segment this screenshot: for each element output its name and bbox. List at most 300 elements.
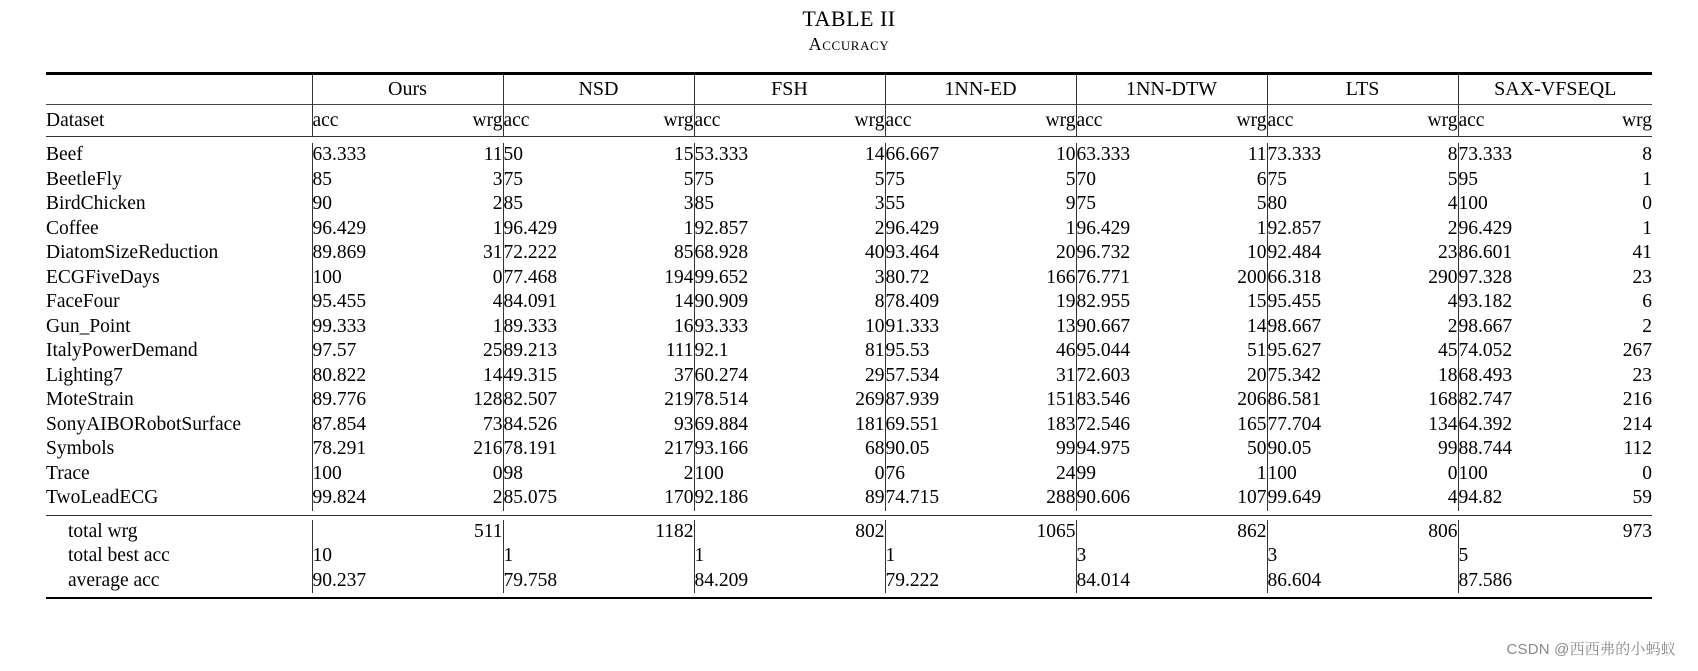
cell-ours-acc: 80.822	[312, 364, 410, 389]
cell-nsd-acc: 84.526	[503, 413, 601, 438]
table-caption-subtitle: Accuracy	[808, 34, 890, 54]
column-header-1nn-dtw-acc: acc	[1076, 105, 1174, 137]
cell-nsd-wrg: 111	[665, 340, 694, 361]
table-row	[46, 462, 1652, 487]
cell-1nn-ed-wrg: 1	[1065, 217, 1076, 239]
cell-fsh-acc: 69.884	[694, 413, 792, 438]
cell-ours-wrg: 1	[492, 217, 503, 239]
cell-ours-wrg: 1	[492, 315, 503, 337]
dataset-name: TwoLeadECG	[46, 487, 159, 508]
cell-1nn-dtw-acc: 99	[1076, 462, 1174, 487]
cell-ours-acc: 89.776	[312, 388, 410, 413]
cell-sax-vfseql-acc: 100	[1458, 462, 1556, 487]
summary-spacer-1nn-dtw	[1174, 544, 1267, 569]
cell-nsd-acc: 50	[503, 143, 601, 168]
cell-1nn-dtw-acc: 70	[1076, 168, 1174, 193]
dataset-name: SonyAIBORobotSurface	[46, 413, 241, 435]
summary-spacer-fsh	[792, 544, 885, 569]
cell-lts-wrg: 4	[1447, 291, 1458, 312]
cell-1nn-dtw-wrg: 107	[1237, 487, 1267, 508]
cell-1nn-ed-acc: 95.53	[885, 339, 983, 364]
cell-lts-acc: 73.333	[1267, 143, 1365, 168]
cell-fsh-wrg: 40	[865, 242, 885, 263]
watermark-label: CSDN @西西弗的小蚂蚁	[1506, 641, 1676, 658]
cell-lts-wrg: 23	[1438, 242, 1458, 263]
cell-fsh-acc: 75	[694, 168, 792, 193]
column-header-ours-acc: acc	[312, 105, 410, 137]
cell-lts-acc: 80	[1267, 192, 1365, 217]
cell-1nn-ed-wrg: 46	[1056, 340, 1076, 361]
column-header-1nn-dtw-wrg: wrg	[1236, 110, 1267, 131]
table-row	[46, 315, 1652, 340]
cell-ours-wrg: 31	[483, 242, 503, 263]
dataset-name: Coffee	[46, 217, 99, 239]
cell-nsd-wrg: 93	[674, 413, 694, 435]
cell-1nn-dtw-acc: 90.667	[1076, 315, 1174, 340]
cell-nsd-wrg: 2	[683, 462, 694, 484]
cell-sax-vfseql-acc: 97.328	[1458, 266, 1556, 291]
cell-sax-vfseql-acc: 68.493	[1458, 364, 1556, 389]
cell-lts-acc: 75.342	[1267, 364, 1365, 389]
cell-fsh-wrg: 89	[865, 487, 885, 508]
table-rule-cell	[46, 598, 1652, 599]
cell-fsh-wrg: 181	[855, 413, 885, 435]
summary-spacer-1nn-ed	[885, 520, 983, 545]
cell-ours-wrg: 2	[492, 487, 503, 508]
method-group-header-fsh: FSH	[694, 75, 885, 105]
cell-1nn-ed-wrg: 24	[1056, 462, 1076, 484]
cell-1nn-dtw-acc: 90.606	[1076, 486, 1174, 511]
dataset-name: ECGFiveDays	[46, 266, 160, 288]
summary-value-1nn-ed: 79.222	[885, 569, 983, 594]
cell-1nn-ed-wrg: 13	[1056, 315, 1076, 337]
accuracy-table-body	[46, 74, 1652, 600]
cell-lts-wrg: 0	[1447, 462, 1458, 484]
cell-1nn-ed-wrg: 31	[1056, 364, 1076, 386]
cell-sax-vfseql-acc: 95	[1458, 168, 1556, 193]
cell-ours-wrg: 128	[473, 389, 503, 410]
cell-1nn-dtw-acc: 72.546	[1076, 413, 1174, 438]
cell-nsd-wrg: 15	[674, 144, 694, 165]
cell-1nn-dtw-wrg: 51	[1247, 340, 1267, 361]
accuracy-table-wrap	[46, 72, 1652, 599]
cell-fsh-acc: 100	[694, 462, 792, 487]
cell-nsd-wrg: 3	[683, 193, 694, 214]
dataset-name: BirdChicken	[46, 193, 146, 214]
summary-value-ours: 511	[473, 520, 503, 542]
cell-nsd-acc: 89.333	[503, 315, 601, 340]
dataset-name: Beef	[46, 144, 83, 165]
cell-ours-acc: 100	[312, 462, 410, 487]
cell-lts-acc: 100	[1267, 462, 1365, 487]
cell-fsh-wrg: 8	[874, 291, 885, 312]
table-row	[46, 290, 1652, 315]
method-group-header-lts: LTS	[1267, 75, 1458, 105]
cell-1nn-dtw-wrg: 1	[1256, 217, 1267, 239]
summary-value-ours: 90.237	[312, 569, 410, 594]
cell-fsh-wrg: 29	[865, 364, 885, 386]
cell-nsd-acc: 98	[503, 462, 601, 487]
cell-ours-acc: 78.291	[312, 437, 410, 462]
cell-1nn-ed-wrg: 20	[1056, 242, 1076, 263]
cell-1nn-ed-acc: 78.409	[885, 290, 983, 315]
column-header-lts-wrg: wrg	[1427, 110, 1458, 131]
cell-1nn-ed-acc: 90.05	[885, 437, 983, 462]
summary-value-fsh: 84.209	[694, 569, 792, 594]
summary-value-lts: 806	[1428, 520, 1458, 542]
summary-value-1nn-dtw: 862	[1237, 520, 1267, 542]
cell-1nn-dtw-wrg: 50	[1247, 438, 1267, 459]
cell-1nn-ed-acc: 87.939	[885, 388, 983, 413]
cell-fsh-wrg: 0	[874, 462, 885, 484]
cell-nsd-acc: 72.222	[503, 241, 601, 266]
summary-spacer-sax-vfseql	[1556, 544, 1652, 569]
table-caption	[0, 0, 1698, 56]
group-header-blank	[46, 75, 312, 105]
cell-ours-acc: 87.854	[312, 413, 410, 438]
cell-fsh-wrg: 10	[865, 315, 885, 337]
cell-nsd-wrg: 37	[674, 364, 694, 386]
cell-1nn-dtw-acc: 95.044	[1076, 339, 1174, 364]
cell-nsd-wrg: 217	[664, 438, 694, 459]
summary-spacer-1nn-ed	[983, 569, 1076, 594]
table-row	[46, 437, 1652, 462]
summary-label: average acc	[68, 569, 160, 591]
cell-1nn-ed-acc: 66.667	[885, 143, 983, 168]
cell-lts-acc: 92.484	[1267, 241, 1365, 266]
cell-ours-acc: 90	[312, 192, 410, 217]
cell-lts-acc: 66.318	[1267, 266, 1365, 291]
summary-spacer-sax-vfseql	[1458, 520, 1556, 545]
cell-1nn-dtw-acc: 96.429	[1076, 217, 1174, 242]
summary-value-ours: 10	[312, 544, 410, 569]
cell-lts-acc: 92.857	[1267, 217, 1365, 242]
cell-1nn-dtw-acc: 63.333	[1076, 143, 1174, 168]
cell-sax-vfseql-wrg: 8	[1642, 144, 1652, 165]
cell-1nn-ed-wrg: 10	[1056, 144, 1076, 165]
method-group-header-ours: Ours	[312, 75, 503, 105]
dataset-name: Gun_Point	[46, 315, 131, 337]
summary-label: total best acc	[68, 545, 170, 566]
cell-nsd-acc: 85	[503, 192, 601, 217]
cell-fsh-wrg: 14	[865, 144, 885, 165]
method-group-header-row	[46, 75, 1652, 105]
cell-nsd-acc: 96.429	[503, 217, 601, 242]
cell-ours-acc: 100	[312, 266, 410, 291]
cell-1nn-dtw-wrg: 11	[1247, 144, 1267, 165]
cell-1nn-dtw-acc: 96.732	[1076, 241, 1174, 266]
summary-spacer-ours	[410, 569, 503, 594]
summary-value-1nn-ed: 1065	[1036, 520, 1076, 542]
cell-1nn-dtw-wrg: 10	[1247, 242, 1267, 263]
summary-spacer-fsh	[694, 520, 792, 545]
cell-1nn-dtw-wrg: 14	[1247, 315, 1267, 337]
column-header-lts-acc: acc	[1267, 105, 1365, 137]
dataset-name: ItalyPowerDemand	[46, 340, 198, 361]
cell-1nn-dtw-acc: 75	[1076, 192, 1174, 217]
cell-nsd-wrg: 170	[664, 487, 694, 508]
summary-spacer-1nn-dtw	[1174, 569, 1267, 594]
summary-value-1nn-dtw: 84.014	[1076, 569, 1174, 594]
table-row	[46, 217, 1652, 242]
cell-nsd-wrg: 16	[674, 315, 694, 337]
cell-lts-wrg: 4	[1447, 193, 1458, 214]
cell-1nn-dtw-wrg: 1	[1256, 462, 1267, 484]
cell-ours-acc: 99.333	[312, 315, 410, 340]
cell-1nn-dtw-acc: 94.975	[1076, 437, 1174, 462]
cell-lts-wrg: 2	[1447, 217, 1458, 239]
cell-sax-vfseql-wrg: 0	[1642, 462, 1652, 484]
summary-spacer-ours	[312, 520, 410, 545]
summary-label: total wrg	[68, 520, 138, 542]
summary-spacer-lts	[1365, 569, 1458, 594]
cell-lts-wrg: 45	[1438, 340, 1458, 361]
cell-fsh-acc: 93.166	[694, 437, 792, 462]
column-header-ours-wrg: wrg	[472, 110, 503, 131]
summary-row-total-best-acc	[46, 544, 1652, 569]
cell-1nn-dtw-wrg: 200	[1237, 266, 1267, 288]
cell-ours-acc: 96.429	[312, 217, 410, 242]
cell-lts-wrg: 4	[1447, 487, 1458, 508]
cell-ours-wrg: 0	[492, 462, 503, 484]
summary-value-lts: 3	[1267, 544, 1365, 569]
cell-1nn-ed-acc: 76	[885, 462, 983, 487]
cell-sax-vfseql-wrg: 1	[1642, 168, 1652, 190]
table-row	[46, 168, 1652, 193]
summary-value-1nn-dtw: 3	[1076, 544, 1174, 569]
summary-value-1nn-ed: 1	[885, 544, 983, 569]
cell-fsh-acc: 78.514	[694, 388, 792, 413]
cell-1nn-dtw-wrg: 165	[1237, 413, 1267, 435]
column-header-1nn-ed-acc: acc	[885, 105, 983, 137]
cell-lts-acc: 95.455	[1267, 290, 1365, 315]
dataset-name: Trace	[46, 462, 90, 484]
cell-lts-acc: 90.05	[1267, 437, 1365, 462]
cell-1nn-ed-acc: 74.715	[885, 486, 983, 511]
method-group-header-1nn-dtw: 1NN-DTW	[1076, 75, 1267, 105]
method-group-header-sax-vfseql: SAX-VFSEQL	[1458, 75, 1652, 105]
summary-value-fsh: 1	[694, 544, 792, 569]
cell-sax-vfseql-acc: 88.744	[1458, 437, 1556, 462]
cell-nsd-wrg: 5	[683, 168, 694, 190]
summary-row-average-acc	[46, 569, 1652, 594]
cell-sax-vfseql-acc: 98.667	[1458, 315, 1556, 340]
cell-fsh-acc: 68.928	[694, 241, 792, 266]
summary-spacer-nsd	[601, 569, 694, 594]
cell-1nn-ed-wrg: 288	[1046, 487, 1076, 508]
cell-1nn-ed-acc: 57.534	[885, 364, 983, 389]
summary-value-nsd: 1	[503, 544, 601, 569]
dataset-name: MoteStrain	[46, 389, 134, 410]
cell-fsh-wrg: 269	[855, 389, 885, 410]
cell-lts-acc: 99.649	[1267, 486, 1365, 511]
summary-spacer-sax-vfseql	[1556, 569, 1652, 594]
cell-ours-acc: 95.455	[312, 290, 410, 315]
cell-1nn-dtw-wrg: 15	[1247, 291, 1267, 312]
table-caption-title: TABLE II	[802, 6, 896, 31]
summary-value-sax-vfseql: 87.586	[1458, 569, 1556, 594]
cell-1nn-dtw-acc: 83.546	[1076, 388, 1174, 413]
cell-ours-wrg: 73	[483, 413, 503, 435]
column-header-nsd-wrg: wrg	[663, 110, 694, 131]
cell-nsd-acc: 84.091	[503, 290, 601, 315]
column-header-sax-vfseql-wrg: wrg	[1622, 110, 1652, 131]
cell-lts-acc: 95.627	[1267, 339, 1365, 364]
cell-1nn-ed-wrg: 9	[1065, 193, 1076, 214]
cell-fsh-acc: 92.1	[694, 339, 792, 364]
cell-fsh-wrg: 5	[874, 168, 885, 190]
cell-1nn-ed-wrg: 183	[1046, 413, 1076, 435]
cell-lts-wrg: 18	[1438, 364, 1458, 386]
cell-sax-vfseql-wrg: 214	[1622, 413, 1652, 435]
cell-ours-acc: 89.869	[312, 241, 410, 266]
summary-value-sax-vfseql: 5	[1458, 544, 1556, 569]
cell-sax-vfseql-acc: 96.429	[1458, 217, 1556, 242]
cell-sax-vfseql-wrg: 41	[1632, 242, 1652, 263]
cell-lts-acc: 98.667	[1267, 315, 1365, 340]
dataset-name: FaceFour	[46, 291, 120, 312]
summary-value-fsh: 802	[855, 520, 885, 542]
summary-value-lts: 86.604	[1267, 569, 1365, 594]
table-rule	[46, 598, 1652, 599]
cell-fsh-acc: 99.652	[694, 266, 792, 291]
summary-spacer-nsd	[601, 544, 694, 569]
cell-sax-vfseql-acc: 100	[1458, 192, 1556, 217]
summary-spacer-1nn-dtw	[1076, 520, 1174, 545]
cell-nsd-acc: 85.075	[503, 486, 601, 511]
cell-sax-vfseql-acc: 64.392	[1458, 413, 1556, 438]
column-header-dataset: Dataset	[46, 110, 105, 131]
cell-sax-vfseql-wrg: 23	[1632, 364, 1652, 386]
table-row	[46, 143, 1652, 168]
table-row	[46, 241, 1652, 266]
column-header-fsh-wrg: wrg	[854, 110, 885, 131]
cell-fsh-wrg: 81	[865, 340, 885, 361]
cell-sax-vfseql-wrg: 23	[1632, 266, 1652, 288]
cell-1nn-ed-acc: 96.429	[885, 217, 983, 242]
cell-1nn-ed-acc: 69.551	[885, 413, 983, 438]
cell-ours-acc: 97.57	[312, 339, 410, 364]
cell-1nn-ed-wrg: 19	[1056, 291, 1076, 312]
method-group-header-1nn-ed: 1NN-ED	[885, 75, 1076, 105]
cell-nsd-acc: 78.191	[503, 437, 601, 462]
cell-sax-vfseql-acc: 82.747	[1458, 388, 1556, 413]
summary-value-sax-vfseql: 973	[1622, 520, 1652, 542]
cell-ours-wrg: 3	[492, 168, 503, 190]
cell-nsd-wrg: 1	[683, 217, 694, 239]
cell-fsh-acc: 92.857	[694, 217, 792, 242]
table-row	[46, 266, 1652, 291]
table-row	[46, 413, 1652, 438]
cell-lts-acc: 86.581	[1267, 388, 1365, 413]
summary-spacer-fsh	[792, 569, 885, 594]
cell-ours-wrg: 216	[473, 438, 503, 459]
cell-nsd-wrg: 14	[674, 291, 694, 312]
cell-lts-wrg: 168	[1428, 389, 1458, 410]
table-row	[46, 364, 1652, 389]
cell-1nn-ed-wrg: 151	[1046, 389, 1076, 410]
table-row	[46, 486, 1652, 511]
cell-1nn-dtw-acc: 76.771	[1076, 266, 1174, 291]
cell-lts-wrg: 99	[1438, 438, 1458, 459]
summary-spacer-ours	[410, 544, 503, 569]
cell-sax-vfseql-acc: 86.601	[1458, 241, 1556, 266]
cell-nsd-acc: 77.468	[503, 266, 601, 291]
cell-1nn-dtw-acc: 72.603	[1076, 364, 1174, 389]
summary-spacer-nsd	[503, 520, 601, 545]
cell-fsh-acc: 53.333	[694, 143, 792, 168]
dataset-name: DiatomSizeReduction	[46, 242, 219, 263]
cell-sax-vfseql-wrg: 59	[1632, 487, 1652, 508]
cell-1nn-ed-wrg: 99	[1056, 438, 1076, 459]
summary-value-nsd: 79.758	[503, 569, 601, 594]
cell-1nn-ed-acc: 80.72	[885, 266, 983, 291]
summary-spacer-lts	[1267, 520, 1365, 545]
summary-spacer-lts	[1365, 544, 1458, 569]
cell-sax-vfseql-wrg: 2	[1642, 315, 1652, 337]
cell-1nn-ed-acc: 91.333	[885, 315, 983, 340]
cell-fsh-acc: 93.333	[694, 315, 792, 340]
cell-1nn-ed-wrg: 5	[1065, 168, 1076, 190]
cell-ours-wrg: 14	[483, 364, 503, 386]
cell-1nn-ed-acc: 75	[885, 168, 983, 193]
cell-sax-vfseql-wrg: 267	[1622, 340, 1652, 361]
column-header-sax-vfseql-acc: acc	[1458, 105, 1556, 137]
column-header-fsh-acc: acc	[694, 105, 792, 137]
cell-sax-vfseql-wrg: 1	[1642, 217, 1652, 239]
cell-fsh-acc: 90.909	[694, 290, 792, 315]
cell-fsh-wrg: 2	[874, 217, 885, 239]
cell-ours-wrg: 11	[483, 144, 503, 165]
table-row	[46, 192, 1652, 217]
cell-fsh-wrg: 3	[874, 266, 885, 288]
cell-lts-acc: 77.704	[1267, 413, 1365, 438]
cell-sax-vfseql-wrg: 0	[1642, 193, 1652, 214]
cell-fsh-acc: 60.274	[694, 364, 792, 389]
cell-sax-vfseql-acc: 74.052	[1458, 339, 1556, 364]
cell-1nn-dtw-wrg: 6	[1256, 168, 1267, 190]
cell-ours-acc: 63.333	[312, 143, 410, 168]
cell-nsd-acc: 75	[503, 168, 601, 193]
cell-lts-wrg: 134	[1428, 413, 1458, 435]
summary-row-total-wrg	[46, 520, 1652, 545]
accuracy-table	[46, 72, 1652, 599]
cell-ours-wrg: 25	[483, 340, 503, 361]
summary-spacer-1nn-ed	[983, 544, 1076, 569]
cell-lts-acc: 75	[1267, 168, 1365, 193]
cell-sax-vfseql-acc: 73.333	[1458, 143, 1556, 168]
table-row	[46, 339, 1652, 364]
cell-sax-vfseql-acc: 93.182	[1458, 290, 1556, 315]
cell-nsd-wrg: 219	[664, 389, 694, 410]
cell-ours-acc: 99.824	[312, 486, 410, 511]
column-header-1nn-ed-wrg: wrg	[1045, 110, 1076, 131]
cell-1nn-dtw-wrg: 206	[1237, 389, 1267, 410]
cell-ours-wrg: 2	[492, 193, 503, 214]
cell-fsh-acc: 92.186	[694, 486, 792, 511]
cell-sax-vfseql-wrg: 216	[1622, 389, 1652, 410]
cell-nsd-acc: 49.315	[503, 364, 601, 389]
cell-1nn-ed-acc: 55	[885, 192, 983, 217]
cell-sax-vfseql-acc: 94.82	[1458, 486, 1556, 511]
cell-nsd-wrg: 85	[674, 242, 694, 263]
cell-1nn-dtw-wrg: 20	[1247, 364, 1267, 386]
cell-ours-wrg: 4	[492, 291, 503, 312]
cell-ours-acc: 85	[312, 168, 410, 193]
cell-nsd-acc: 89.213	[503, 339, 601, 364]
cell-nsd-acc: 82.507	[503, 388, 601, 413]
cell-fsh-acc: 85	[694, 192, 792, 217]
